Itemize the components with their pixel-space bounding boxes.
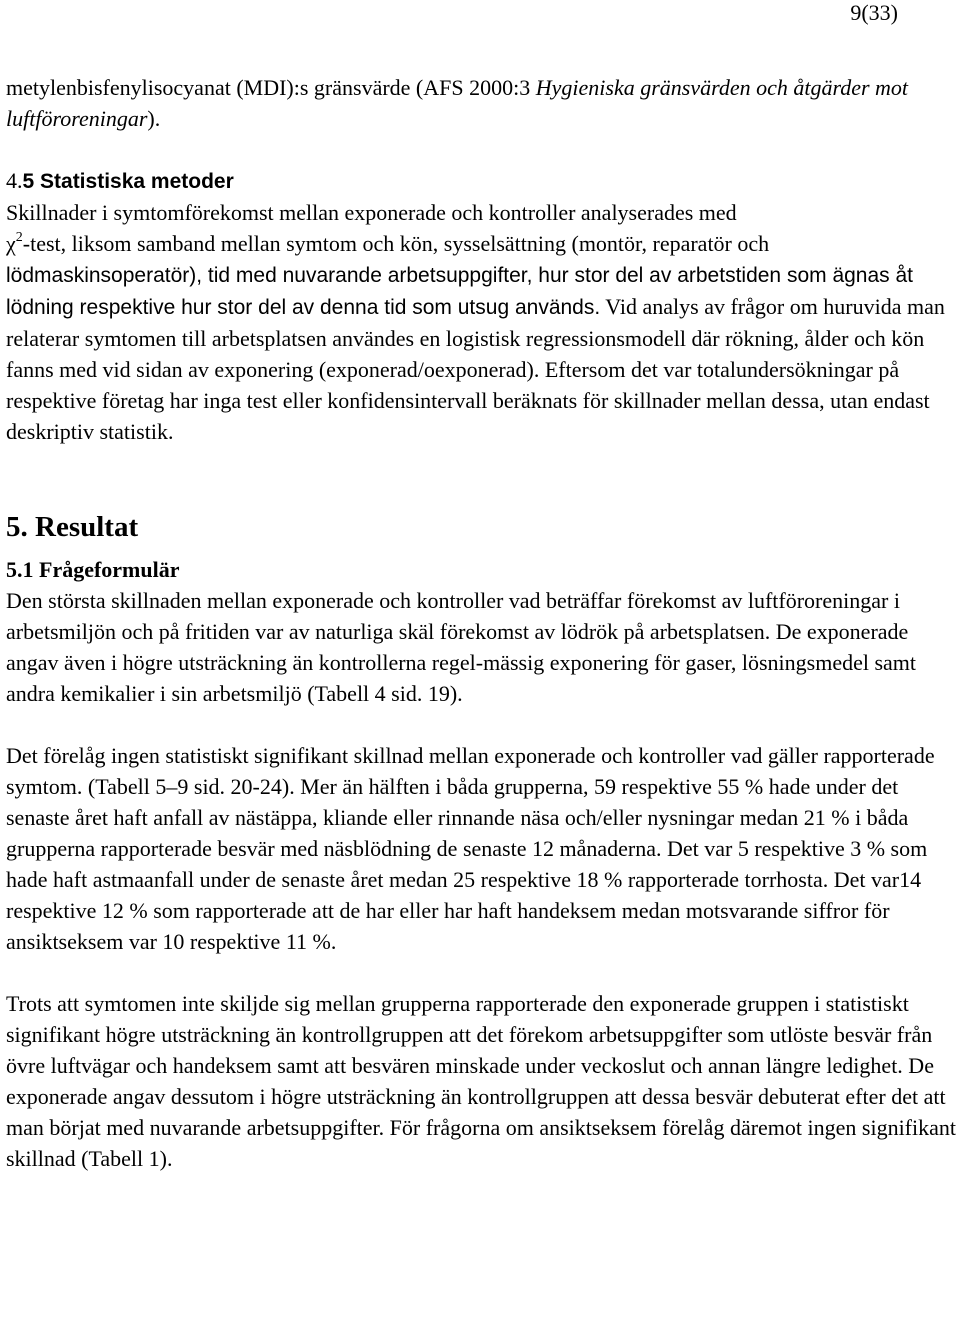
- section-4-5-title: 5 Statistiska metoder: [22, 170, 234, 193]
- section-4-5-paragraph: [6, 197, 956, 447]
- section-5-1-number: 5.1: [6, 557, 34, 582]
- intro-citation-title: Hygieniska gränsvärden och åtgärder mot luftföroreningar: [6, 75, 909, 131]
- section-4-5-sans-text: lödmaskinsoperatör), tid med nuvarande arbetsuppgifter, hur stor del av arbetstiden som ägnas åt lödning respektive hur stor del av denna tid som utsug används.: [6, 264, 914, 319]
- section-5-1-title: Frågeformulär: [33, 557, 180, 582]
- document-body: [6, 72, 956, 1174]
- section-4-5-line1: Skillnader i symtomförekomst mellan exponerade och kontroller analyserades med: [6, 200, 737, 225]
- section-5-1-paragraph-1: Den största skillnaden mellan exponerade och kontroller vad beträffar förekomst av luftföroreningar i arbetsmiljön och på fritiden var av naturliga skäl förekomst av lödrök på arbetsplatsen. De exponerade angav även i högre utsträckning än kontrollerna regel-mässig exponering för gaser, lösningsmedel samt andra kemikalier i sin arbetsmiljö (Tabell 4 sid. 19).: [6, 588, 917, 706]
- intro-text-start: metylenbisfenylisocyanat (MDI):s gränsvärde (AFS 2000:3: [6, 75, 536, 100]
- section-5-1-heading: [6, 554, 956, 585]
- section-4-5-number: 4.: [6, 168, 23, 193]
- intro-text-end: ).: [147, 106, 161, 131]
- section-5-1-paragraph-2: Det förelåg ingen statistiskt signifikant skillnad mellan exponerade och kontroller vad gäller rapporterade symtom. (Tabell 5–9 sid. 20-24). Mer än hälften i båda grupperna, 59 respektive 55 % hade under det senaste året haft anfall av nästäppa, kliande eller rinnande näsa och/eller nysningar medan 21 % i båda grupperna rapporterade besvär med näsblödning de senaste 12 månaderna. Det var 5 respektive 3 % som hade haft astmaanfall under de senaste året medan 25 respektive 18 % rapporterade torrhosta. Det var14 respektive 12 % som rapporterade att de har eller har haft handeksem medan motsvarande siffror för ansiktseksem var 10 respektive 11 %.: [6, 743, 935, 954]
- page-number: 9(33): [850, 0, 898, 25]
- section-4-5-line2: -test, liksom samband mellan symtom och kön, sysselsättning (montör, reparatör och: [22, 231, 770, 256]
- chi-square-symbol: $\chi^2$: [6, 230, 23, 256]
- intro-paragraph: [6, 72, 956, 134]
- section-5-heading: 5. Resultat: [6, 511, 139, 543]
- section-5-1-paragraph-3: Trots att symtomen inte skiljde sig mellan grupperna rapporterade den exponerade gruppen i statistiskt signifikant högre utsträckning än kontrollgruppen att det förekom arbetsuppgifter som utlöste besvär från övre luftvägar och handeksem samt att besvären minskade under veckoslut och annan längre ledighet. De exponerade angav dessutom i högre utsträckning än kontrollgruppen att dessa besvär debuterat efter det att man börjat med nuvarande arbetsuppgifter. För frågorna om ansiktseksem förelåg däremot ingen signifikant skillnad (Tabell 1).: [6, 991, 956, 1171]
- section-4-5-heading: [6, 165, 956, 197]
- section-4-5-text-end: Vid analys av frågor om huruvida man relaterar symtomen till arbetsplatsen användes en logistisk regressionsmodell där rökning, ålder och kön fanns med vid sidan av exponering (exponerad/oexponerad). Eftersom det var totalundersökningar på respektive företag har inga test eller konfidensintervall beräknats för skillnader mellan dessa, utan endast deskriptiv statistik.: [6, 294, 945, 444]
